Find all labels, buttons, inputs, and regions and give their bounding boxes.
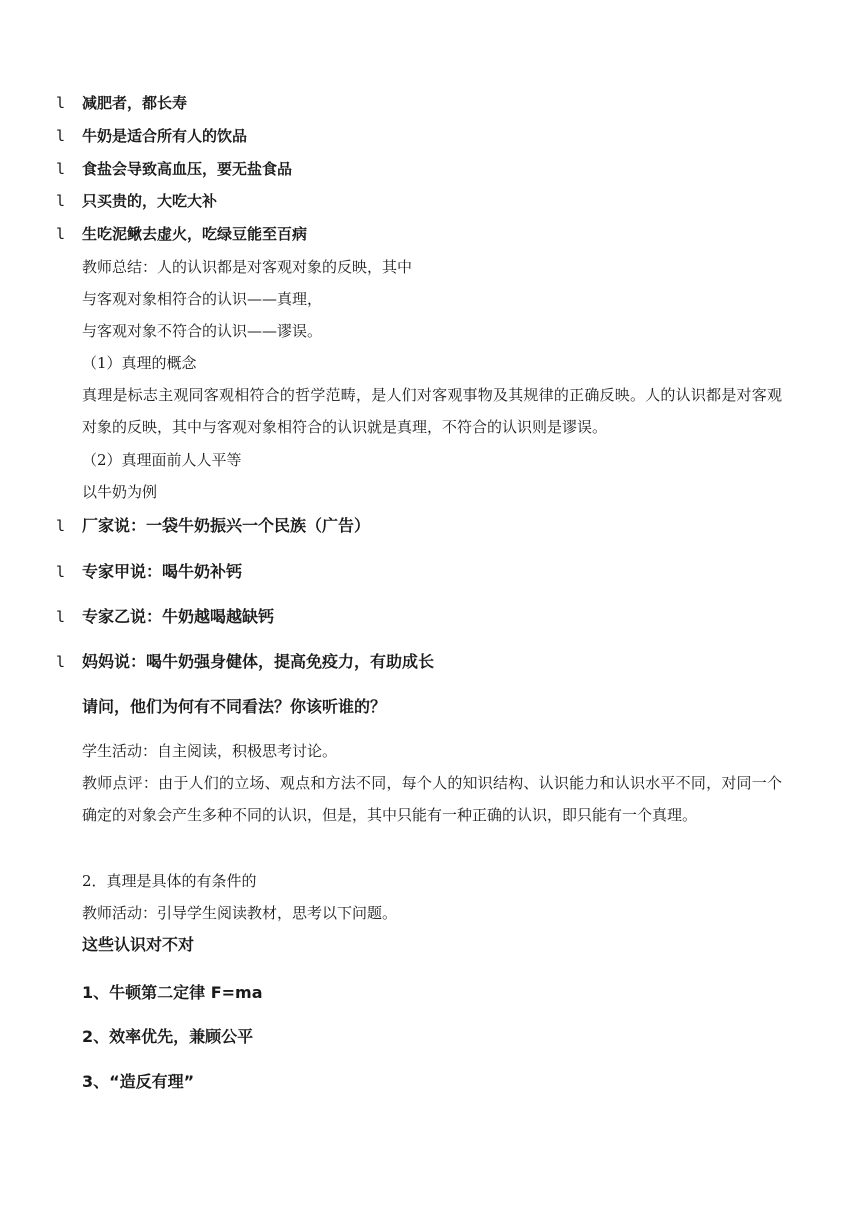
- summary-line: 与客观对象相符合的认识——真理，: [82, 290, 323, 308]
- truth-concept-heading: （1）真理的概念: [82, 354, 197, 372]
- section-2-heading: 2．真理是具体的有条件的: [82, 872, 257, 890]
- bullet-marker: l: [56, 563, 66, 581]
- bullet-item: 生吃泥鳅去虚火，吃绿豆能至百病: [82, 225, 308, 243]
- bullet-marker: l: [56, 160, 66, 178]
- truth-concept-paragraph: 真理是标志主观同客观相符合的哲学范畴，是人们对客观事物及其规律的正确反映。人的认识都是对客观对象的反映，其中与客观对象相符合的认识就是真理，不符合的认识则是谬误。: [82, 386, 782, 436]
- teacher-activity: 教师活动：引导学生阅读教材，思考以下问题。: [82, 904, 398, 922]
- student-activity: 学生活动：自主阅读，积极思考讨论。: [82, 742, 338, 760]
- bullet-marker: l: [56, 653, 66, 671]
- bullet-item: 专家甲说：喝牛奶补钙: [82, 562, 243, 581]
- summary-line: 教师总结：人的认识都是对客观对象的反映，其中: [82, 258, 413, 276]
- milk-example-label: 以牛奶为例: [82, 483, 158, 501]
- discussion-question: 请问，他们为何有不同看法？你该听谁的？: [82, 697, 387, 716]
- bullet-marker: l: [56, 225, 66, 243]
- numbered-item: 1、牛顿第二定律 F=ma: [82, 983, 263, 1002]
- bullet-item: 减肥者，都长寿: [82, 94, 188, 112]
- numbered-item: 3、“造反有理”: [82, 1072, 195, 1091]
- teacher-comment-paragraph: 教师点评：由于人们的立场、观点和方法不同，每个人的知识结构、认识能力和认识水平不同，对同一个确定的对象会产生多种不同的认识，但是，其中只能有一种正确的认识，即只能有一个真理。: [82, 774, 782, 824]
- bullet-item: 专家乙说：牛奶越喝越缺钙: [82, 607, 275, 626]
- bullet-item: 只买贵的，大吃大补: [82, 192, 218, 210]
- numbered-item: 2、效率优先，兼顾公平: [82, 1027, 254, 1046]
- bullet-marker: l: [56, 94, 66, 112]
- bullet-item: 厂家说：一袋牛奶振兴一个民族（广告）: [82, 516, 371, 535]
- bullet-marker: l: [56, 127, 66, 145]
- right-or-wrong-prompt: 这些认识对不对: [82, 935, 195, 954]
- summary-line: 与客观对象不符合的认识——谬误。: [82, 322, 323, 340]
- bullet-item: 牛奶是适合所有人的饮品: [82, 127, 248, 145]
- equality-heading: （2）真理面前人人平等: [82, 451, 242, 469]
- bullet-marker: l: [56, 517, 66, 535]
- bullet-item: 食盐会导致高血压，要无盐食品: [82, 160, 293, 178]
- bullet-marker: l: [56, 192, 66, 210]
- bullet-item: 妈妈说：喝牛奶强身健体，提高免疫力，有助成长: [82, 652, 435, 671]
- bullet-marker: l: [56, 608, 66, 626]
